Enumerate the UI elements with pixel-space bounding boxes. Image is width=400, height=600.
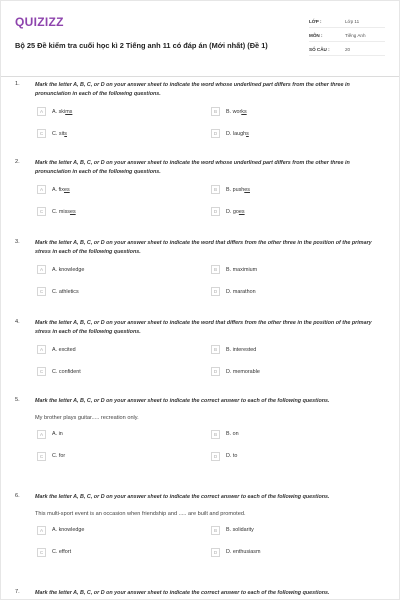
answer-option[interactable] <box>35 367 209 376</box>
question-instruction: Mark the letter A, B, C, or D on your answer sheet to indicate the word whose underlined part differs from the other three in pronunciation in each of the following questions. <box>35 160 350 175</box>
question-instruction: Mark the letter A, B, C, or D on your answer sheet to indicate the correct answer to each of the following questions. <box>35 494 330 500</box>
option-text: D. go <box>226 208 239 215</box>
answer-option[interactable] <box>209 185 383 194</box>
meta-row-count <box>309 43 385 56</box>
options-row <box>35 207 383 229</box>
option-label <box>52 431 63 437</box>
options-grid <box>35 185 383 229</box>
options-row <box>35 430 383 452</box>
option-text: D. laugh <box>226 130 247 137</box>
option-underlined-part: es <box>63 186 70 193</box>
answer-option[interactable] <box>35 265 209 274</box>
option-underlined-part: s <box>64 130 67 137</box>
option-letter-box[interactable]: A <box>37 107 46 116</box>
answer-option[interactable] <box>35 548 209 557</box>
option-letter-box[interactable]: B <box>211 107 220 116</box>
option-letter-box[interactable]: C <box>37 287 46 296</box>
option-text: C. for <box>52 453 66 459</box>
answer-option[interactable] <box>35 345 209 354</box>
option-letter-box[interactable]: D <box>211 207 220 216</box>
answer-option[interactable] <box>209 129 383 138</box>
option-text: A. excited <box>52 346 76 353</box>
answer-option[interactable] <box>209 207 383 216</box>
option-underlined-part: ms <box>65 108 73 115</box>
meta-label: MÔN : <box>309 32 323 38</box>
answer-option[interactable] <box>35 207 209 216</box>
option-text: D. memorable <box>226 368 260 375</box>
option-letter-box[interactable]: C <box>37 129 46 138</box>
option-letter-box[interactable]: A <box>37 185 46 194</box>
option-text: C. miss <box>52 208 70 215</box>
option-text: B. wor <box>226 108 242 115</box>
option-underlined-part: ks <box>241 108 247 115</box>
option-underlined-part: s <box>246 130 249 137</box>
option-underlined-part: es <box>238 208 245 215</box>
option-letter-box[interactable]: B <box>211 185 220 194</box>
question-number: 6. <box>15 493 20 499</box>
question-number: 4. <box>15 319 20 325</box>
option-letter-box[interactable]: B <box>211 345 220 354</box>
option-text: C. confident <box>52 368 81 375</box>
option-underlined-part: es <box>69 208 76 215</box>
option-label <box>52 131 67 137</box>
options-row <box>35 452 383 474</box>
question-text: My brother plays guitar..... recreation only. <box>35 414 139 421</box>
answer-option[interactable] <box>209 287 383 296</box>
question-instruction: Mark the letter A, B, C, or D on your answer sheet to indicate the word that differs from the other three in the position of the primary stress in each of the following questions. <box>35 240 372 255</box>
option-label <box>226 267 257 273</box>
options-row <box>35 287 383 309</box>
option-label <box>226 431 239 437</box>
option-letter-box[interactable]: C <box>37 548 46 557</box>
option-label <box>52 109 72 115</box>
option-text: C. effort <box>52 549 72 555</box>
option-text: A. knowledge <box>52 527 85 533</box>
option-underlined-part: es <box>244 186 250 193</box>
meta-value: 20 <box>345 46 351 52</box>
option-label <box>52 369 81 375</box>
answer-option[interactable] <box>35 107 209 116</box>
options-row <box>35 526 383 548</box>
answer-option[interactable] <box>209 526 383 535</box>
option-letter-box[interactable]: B <box>211 526 220 535</box>
answer-option[interactable] <box>35 287 209 296</box>
options-row <box>35 548 383 570</box>
options-row <box>35 107 383 129</box>
meta-label: SỐ CÂU : <box>309 46 330 52</box>
question-item <box>1 239 400 309</box>
question-item <box>1 397 400 474</box>
option-letter-box[interactable]: D <box>211 452 220 461</box>
meta-value: Lớp 11 <box>345 18 360 24</box>
question-number: 1. <box>15 81 20 87</box>
answer-option[interactable] <box>209 265 383 274</box>
worksheet-title: Bộ 25 Đề kiểm tra cuối học kì 2 Tiếng anh 11 có đáp án (Mới nhất) (Đề 1) <box>15 41 268 50</box>
header-divider <box>1 76 399 77</box>
option-label <box>226 453 237 459</box>
option-letter-box[interactable]: A <box>37 430 46 439</box>
question-item <box>1 159 400 229</box>
meta-row-class <box>309 15 385 28</box>
answer-option[interactable] <box>209 452 383 461</box>
answer-option[interactable] <box>209 345 383 354</box>
answer-option[interactable] <box>209 430 383 439</box>
options-grid <box>35 526 383 570</box>
option-text: B. on <box>226 431 239 437</box>
option-letter-box[interactable]: D <box>211 129 220 138</box>
option-letter-box[interactable]: A <box>37 345 46 354</box>
option-text: C. athletics <box>52 288 79 295</box>
options-grid <box>35 107 383 151</box>
option-letter-box[interactable]: D <box>211 367 220 376</box>
options-row <box>35 367 383 389</box>
question-number: 7. <box>15 589 20 595</box>
option-letter-box[interactable]: A <box>37 526 46 535</box>
answer-option[interactable] <box>209 107 383 116</box>
option-letter-box[interactable]: D <box>211 287 220 296</box>
option-letter-box[interactable]: C <box>37 452 46 461</box>
question-item <box>1 81 400 151</box>
question-number: 5. <box>15 397 20 403</box>
option-label <box>52 289 79 295</box>
option-label <box>52 187 70 193</box>
option-text: C. sit <box>52 130 65 137</box>
option-text: A. in <box>52 431 63 437</box>
option-label <box>52 549 71 555</box>
answer-option[interactable] <box>35 452 209 461</box>
options-row <box>35 265 383 287</box>
question-item <box>1 319 400 389</box>
option-label <box>52 209 76 215</box>
option-letter-box[interactable]: C <box>37 367 46 376</box>
option-label <box>52 527 84 533</box>
option-text: D. marathon <box>226 288 256 295</box>
option-label <box>226 347 256 353</box>
option-label <box>226 131 249 137</box>
question-text: This multi-sport event is an occasion when friendship and ..... are built and promoted. <box>35 510 246 517</box>
answer-option[interactable] <box>209 367 383 376</box>
option-text: A. ski <box>52 108 66 115</box>
option-label <box>226 209 245 215</box>
option-label <box>226 549 260 555</box>
options-row <box>35 185 383 207</box>
answer-option[interactable] <box>35 185 209 194</box>
option-letter-box[interactable]: B <box>211 265 220 274</box>
option-label <box>226 527 254 533</box>
worksheet-header <box>15 13 385 73</box>
options-row <box>35 129 383 151</box>
answer-option[interactable] <box>209 548 383 557</box>
options-grid <box>35 345 383 389</box>
question-instruction: Mark the letter A, B, C, or D on your answer sheet to indicate the correct answer to each of the following questions. <box>35 590 330 596</box>
option-letter-box[interactable]: D <box>211 548 220 557</box>
meta-value: Tiếng Anh <box>345 32 366 38</box>
option-label <box>52 347 76 353</box>
option-text: B. push <box>226 186 245 193</box>
question-item <box>1 493 400 570</box>
option-label <box>226 109 247 115</box>
meta-row-subject <box>309 29 385 42</box>
option-label <box>226 369 260 375</box>
meta-label: LỚP : <box>309 18 322 24</box>
question-number: 3. <box>15 239 20 245</box>
option-label <box>52 453 65 459</box>
question-number: 2. <box>15 159 20 165</box>
option-text: D. to <box>226 453 238 459</box>
option-text: B. solidarity <box>226 527 254 533</box>
question-instruction: Mark the letter A, B, C, or D on your answer sheet to indicate the word whose underlined part differs from the other three in pronunciation in each of the following questions. <box>35 82 350 97</box>
option-text: D. enthusiasm <box>226 549 261 555</box>
option-label <box>226 187 250 193</box>
question-instruction: Mark the letter A, B, C, or D on your answer sheet to indicate the correct answer to each of the following questions. <box>35 398 330 404</box>
option-letter-box[interactable]: C <box>37 207 46 216</box>
option-text: B. interested <box>226 346 257 353</box>
option-text: A. fix <box>52 186 64 193</box>
answer-option[interactable] <box>35 129 209 138</box>
options-row <box>35 345 383 367</box>
option-text: B. maximium <box>226 266 258 273</box>
options-grid <box>35 430 383 474</box>
option-label <box>226 289 256 295</box>
option-letter-box[interactable]: A <box>37 265 46 274</box>
question-instruction: Mark the letter A, B, C, or D on your answer sheet to indicate the word that differs from the other three in the position of the primary stress in each of the following questions. <box>35 320 372 335</box>
answer-option[interactable] <box>35 430 209 439</box>
quizizz-logo: QUIZIZZ <box>15 15 64 29</box>
option-text: A. knowledge <box>52 266 85 273</box>
meta-table <box>309 15 385 57</box>
option-letter-box[interactable]: B <box>211 430 220 439</box>
options-grid <box>35 265 383 309</box>
option-label <box>52 267 84 273</box>
question-item <box>1 589 400 598</box>
answer-option[interactable] <box>35 526 209 535</box>
